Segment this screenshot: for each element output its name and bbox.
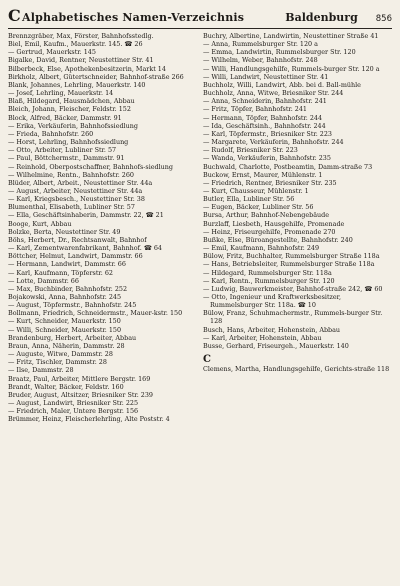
directory-entry: — Ludwig, Bauwerkmeister, Bahnhof-straße 242, ☎ 60: [203, 284, 383, 293]
directory-entry: Brennzgräber, Max, Förster, Bahnhofsstedlg.: [8, 32, 154, 40]
directory-entry: — Lotte, Dammstr. 66: [8, 276, 79, 285]
directory-entry: Buchholz, Anna, Witwe, Briesniker Str. 244: [203, 89, 344, 98]
directory-entry: — Otto, Arbeiter, Lubliner Str. 57: [8, 146, 117, 155]
directory-entry: Brandenburg, Herbert, Arbeiter, Abbau: [8, 333, 137, 342]
directory-entry: Bolzke, Berta, Neustettiner Str. 49: [8, 227, 121, 236]
directory-entry: — Emil, Kaufmann, Bahnhofstr. 249: [203, 244, 320, 253]
directory-entry: — Otto, Ingenieur und Kraftwerksbesitzer, Rummelsburger Str. 118a. ☎ 10: [203, 293, 342, 310]
directory-entry: — August, Landwirt, Briesniker Str. 225: [8, 399, 139, 408]
directory-entry: Busse, Gerhard, Friseurgeh., Mauerkstr. 140: [203, 341, 349, 350]
page-header: [8, 6, 392, 29]
directory-entry: Bigalke, David, Rentner, Neustettiner Str. 41: [8, 56, 154, 65]
directory-entry: — Frieda, Bahnhofstr. 260: [8, 129, 94, 138]
directory-entry: — Gertrud, Mauerkstr. 145: [8, 48, 96, 57]
directory-entry: — Hildegard, Rummelsburger Str. 118a: [203, 268, 332, 277]
directory-entry: — Erika, Verkäuferin, Bahnhofssiedlung: [8, 121, 138, 130]
directory-entry: — Wilhelmine, Rentn., Bahnhofstr. 260: [8, 170, 134, 179]
directory-entry: — Friedrich, Rentner, Briesniker Str. 235: [203, 178, 337, 187]
directory-entry: — Horst, Lehrling, Bahnhofssiedlung: [8, 138, 129, 147]
directory-entry: Booge, Kurt, Abbau: [8, 219, 72, 228]
directory-entry: — Willi, Landwirt, Neustettiner Str. 41: [203, 72, 329, 81]
directory-entry: — Hermann, Töpfer, Bahnhofstr. 244: [203, 113, 323, 122]
directory-entry: — Emma, Landwirtin, Rummelsburger Str. 120: [203, 48, 356, 57]
left-column: [8, 32, 197, 424]
directory-entry: Bilberbeck, Else, Apothekenbesitzerin, Markt 14: [8, 64, 166, 73]
directory-entry: Clemens, Martha, Handlungsgehilfe, Gerichts-straße 118: [203, 365, 390, 374]
page-title: Alphabetisches Namen-Verzeichnis: [22, 11, 245, 24]
directory-entry: — Kurt, Schneider, Mauerkstr. 150: [8, 317, 121, 326]
directory-entry: — August, Arbeiter, Neustettiner Str. 44a: [8, 186, 143, 195]
directory-entry: — Rudolf, Briesniker Str. 223: [203, 146, 298, 155]
directory-entry: — Eugen, Bäcker, Lubliner Str. 56: [203, 203, 314, 212]
directory-entry: — Hans, Betriebsleiter, Rummelsburger Straße 118a: [203, 260, 375, 269]
directory-entry: — Fritz, Tischler, Dammstr. 28: [8, 358, 107, 367]
directory-entry: — Fritz, Töpfer, Bahnhofstr. 241: [203, 105, 307, 114]
directory-entry: — Josef, Lehrling, Mauerkstr. 14: [8, 89, 114, 98]
directory-entry: — Ilse, Dammstr. 28: [8, 366, 74, 375]
directory-entry: — Anna, Rummelsburger Str. 120 a: [203, 40, 318, 49]
section-letter-c: C: [203, 354, 211, 366]
directory-entry: Busch, Hans, Arbeiter, Hohenstein, Abbau: [203, 325, 341, 334]
right-column: [203, 32, 392, 424]
directory-entry: — Anna, Schneiderin, Bahnhofstr. 241: [203, 97, 327, 106]
directory-entry: Böttcher, Helmut, Landwirt, Dammstr. 66: [8, 252, 143, 261]
directory-entry: — August, Töpfermstr., Bahnhofstr. 245: [8, 301, 137, 310]
directory-entry: — Hermann, Landwirt, Dammstr. 66: [8, 260, 126, 269]
directory-entry: Bußke, Else, Büroangestellte, Bahnhofstr. 240: [203, 235, 353, 244]
directory-entry: Bojakowski, Anna, Bahnhofstr. 245: [8, 293, 122, 301]
directory-entry: — Karl, Töpfermstr., Briesniker Str. 223: [203, 129, 332, 138]
directory-entry: — Karl, Arbeiter, Hohenstein, Abbau: [203, 333, 322, 342]
directory-entry: Bleich, Johann, Fleischer, Feldstr. 152: [8, 105, 131, 114]
directory-entry: Burzlaff, Liesbeth, Hausgehilfe, Promenade: [203, 219, 345, 228]
directory-entry: — Karl, Zementwarenfabrikant, Bahnhof. ☎ 64: [8, 244, 162, 253]
directory-entry: Buchry, Albertine, Landwirtin, Neustettiner Straße 41: [203, 32, 379, 40]
directory-entry: Bülow, Fritz, Buchhalter, Rummelsburger Straße 118a: [203, 252, 380, 261]
directory-entry: Blank, Johannes, Lehrling, Mauerkstr. 140: [8, 80, 146, 89]
directory-entry: Blumenthal, Elisabeth, Lubliner Str. 57: [8, 203, 135, 212]
directory-entry: Blaß, Hildegard, Hausmädchen, Abbau: [8, 97, 135, 106]
directory-entry: Buchholz, Willi, Landwirt, Abb. bei d. Ball-mühle: [203, 80, 361, 89]
directory-entry: Bruder, August, Altsitzer, Briesniker Str. 239: [8, 390, 154, 399]
directory-entry: — Karl, Kriegsbesch., Neustettiner Str. 38: [8, 195, 145, 204]
directory-entry: Brandt, Walter, Bäcker, Feldstr. 160: [8, 382, 124, 391]
directory-entry: Braun, Anna, Näherin, Dammstr. 28: [8, 341, 125, 350]
directory-entry: Buckow, Ernst, Maurer, Mühlenstr. 1: [203, 170, 323, 179]
directory-entry: Brümmer, Heinz, Fleischerlehrling, Alte Poststr. 4: [8, 415, 170, 424]
directory-entry: — Willi, Schneider, Mauerkstr. 150: [8, 325, 122, 334]
page-number: 856: [375, 14, 392, 24]
directory-entry: — Reinhold, Oberpostschaffner, Bahnhofs-siedlung: [8, 162, 173, 171]
directory-entry: — Karl, Kaufmann, Töpferstr. 62: [8, 268, 113, 277]
directory-entry: Blüder, Albert, Arbeit., Neustettiner Str. 44a: [8, 178, 153, 187]
directory-entry: — Friedrich, Maler, Untere Bergstr. 156: [8, 407, 139, 416]
directory-entry: Böhs, Herbert, Dr., Rechtsanwalt, Bahnhof: [8, 235, 147, 244]
directory-entry: Butler, Ella, Lubliner Str. 56: [203, 195, 295, 204]
entry-columns: [8, 32, 392, 424]
directory-entry: — Wanda, Verkäuferin, Bahnhofstr. 235: [203, 154, 331, 163]
directory-entry: — Max, Buchbinder, Bahnhofstr. 252: [8, 284, 128, 293]
directory-entry: — Karl, Rentn., Rummelsburger Str. 120: [203, 276, 335, 285]
directory-entry: Bülow, Franz, Schuhmachermstr., Rummels-burger Str. 128: [203, 309, 383, 326]
place-name: Baldenburg: [285, 11, 358, 24]
directory-entry: Birkholz, Albert, Gütertschneider, Bahnhof-straße 266: [8, 72, 184, 81]
directory-entry: — Ella, Geschäftsinhaberin, Dammstr. 22, ☎ 21: [8, 211, 164, 220]
directory-entry: — Margarete, Verkäuferin, Bahnhofstr. 244: [203, 138, 344, 147]
directory-entry: — Paul, Böttchermstr., Dammstr. 91: [8, 154, 125, 163]
directory-entry: — Heinz, Friseurgehilfe, Promenade 270: [203, 227, 336, 236]
directory-entry: Braatz, Paul, Arbeiter, Mittlere Bergstr. 169: [8, 374, 151, 383]
directory-entry: — Wilhelm, Weber, Bahnhofstr. 248: [203, 56, 318, 65]
directory-entry: — Ida, Geschäftsinh., Bahnhofstr. 244: [203, 121, 326, 130]
section-letter: C: [8, 6, 21, 25]
directory-entry: Bursa, Arthur, Bahnhof-Nebengebäude: [203, 211, 330, 220]
directory-entry: Bollmann, Friedrich, Schneidermstr., Mauer-kstr. 150: [8, 309, 183, 318]
directory-entry: — Kurt, Chausseur, Mühlenstr. 1: [203, 186, 309, 195]
directory-entry: Block, Alfred, Bäcker, Dammstr. 91: [8, 113, 122, 122]
directory-entry: Biel, Emil, Kaufm., Mauerkstr. 145. ☎ 26: [8, 40, 143, 49]
directory-entry: Buchwald, Charlotte, Postbeamtin, Damm-straße 73: [203, 162, 373, 171]
directory-entry: — Auguste, Witwe, Dammstr. 28: [8, 350, 113, 359]
directory-entry: — Willi, Handlungsgehilfe, Rummels-burger Str. 120 a: [203, 64, 380, 73]
